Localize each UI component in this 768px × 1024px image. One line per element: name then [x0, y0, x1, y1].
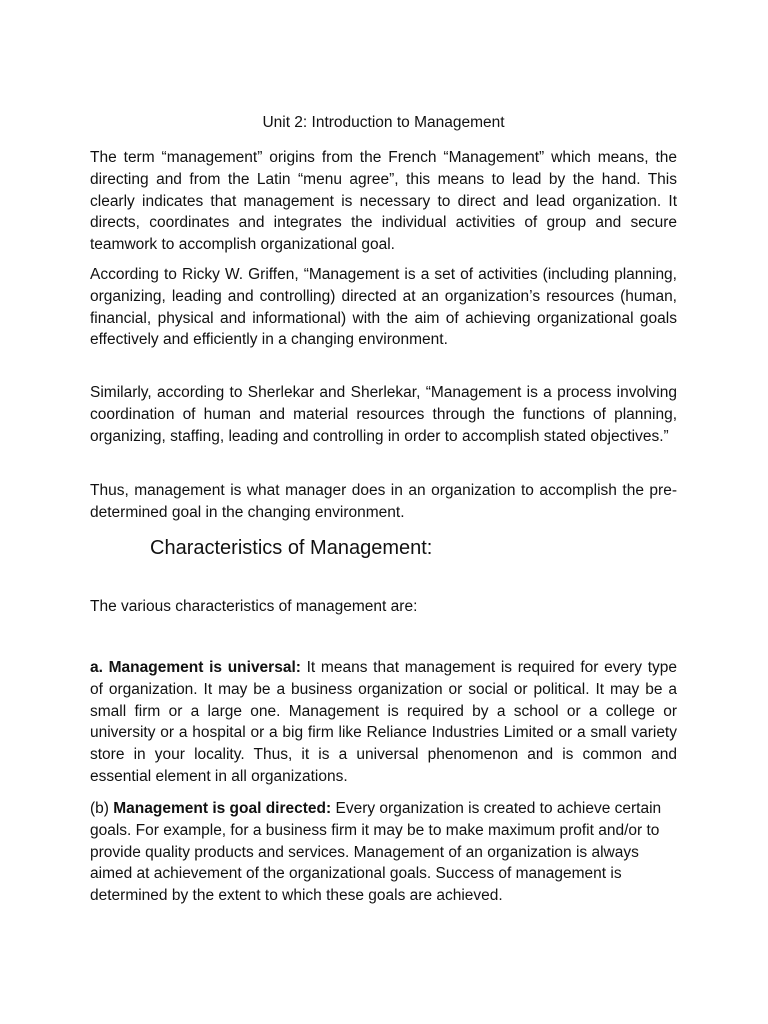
item-heading [90, 659, 301, 676]
paragraph-summary: Thus, management is what manager does in an organization to accomplish the pre- determined goal in the changing environment. [90, 482, 677, 521]
section-heading: Characteristics of Management: [150, 537, 433, 559]
item-marker: (b) [90, 800, 109, 817]
item-title: Management is goal directed: [113, 800, 332, 817]
item-title: Management is universal: [108, 659, 301, 676]
list-item [90, 798, 677, 907]
paragraph-definition: The term “management” origins from the French “Management” which means, the directing and from the Latin “menu agree”, this means to lead by the hand. This clearly indicates that management is necessary to direct and lead organization. It directs, coordinates and integrates the individual activities of group and secure teamwork to accomplish organizational goal. [90, 149, 677, 254]
item-body: It means that management is required for every type of organization. It may be a business organization or social or political. It may be a small firm or a large one. Management is required by a school or a college or university or a hospital or a big firm like Reliance Industries Limited or a small variety store in your locality. Thus, it is a universal phenomenon and is common and essential element in all organizations. [90, 659, 677, 785]
page-title: Unit 2: Introduction to Management [262, 114, 505, 131]
item-body: Every organization is created to achieve certain goals. For example, for a business firm it may be to make maximum profit and/or to provide quality products and services. Management of an organization is always aimed at achievement of the organizational goals. Success of management is determined by the extent to which these goals are achieved. [90, 800, 662, 905]
section-intro: The various characteristics of management are: [90, 598, 418, 615]
item-marker: a. [90, 659, 103, 676]
list-item [90, 657, 677, 788]
paragraph-sherlekar: Similarly, according to Sherlekar and Sherlekar, “Management is a process involving coordination of human and material resources through the functions of planning, organizing, staffing, leading and controlling in order to accomplish stated objectives.” [90, 384, 677, 445]
paragraph-griffen: According to Ricky W. Griffen, “Management is a set of activities (including planning, organizing, leading and controlling) directed at an organization’s resources (human, financial, physical and informational) with the aim of achieving organizational goals effectively and efficiently in a changing environment. [90, 266, 677, 349]
